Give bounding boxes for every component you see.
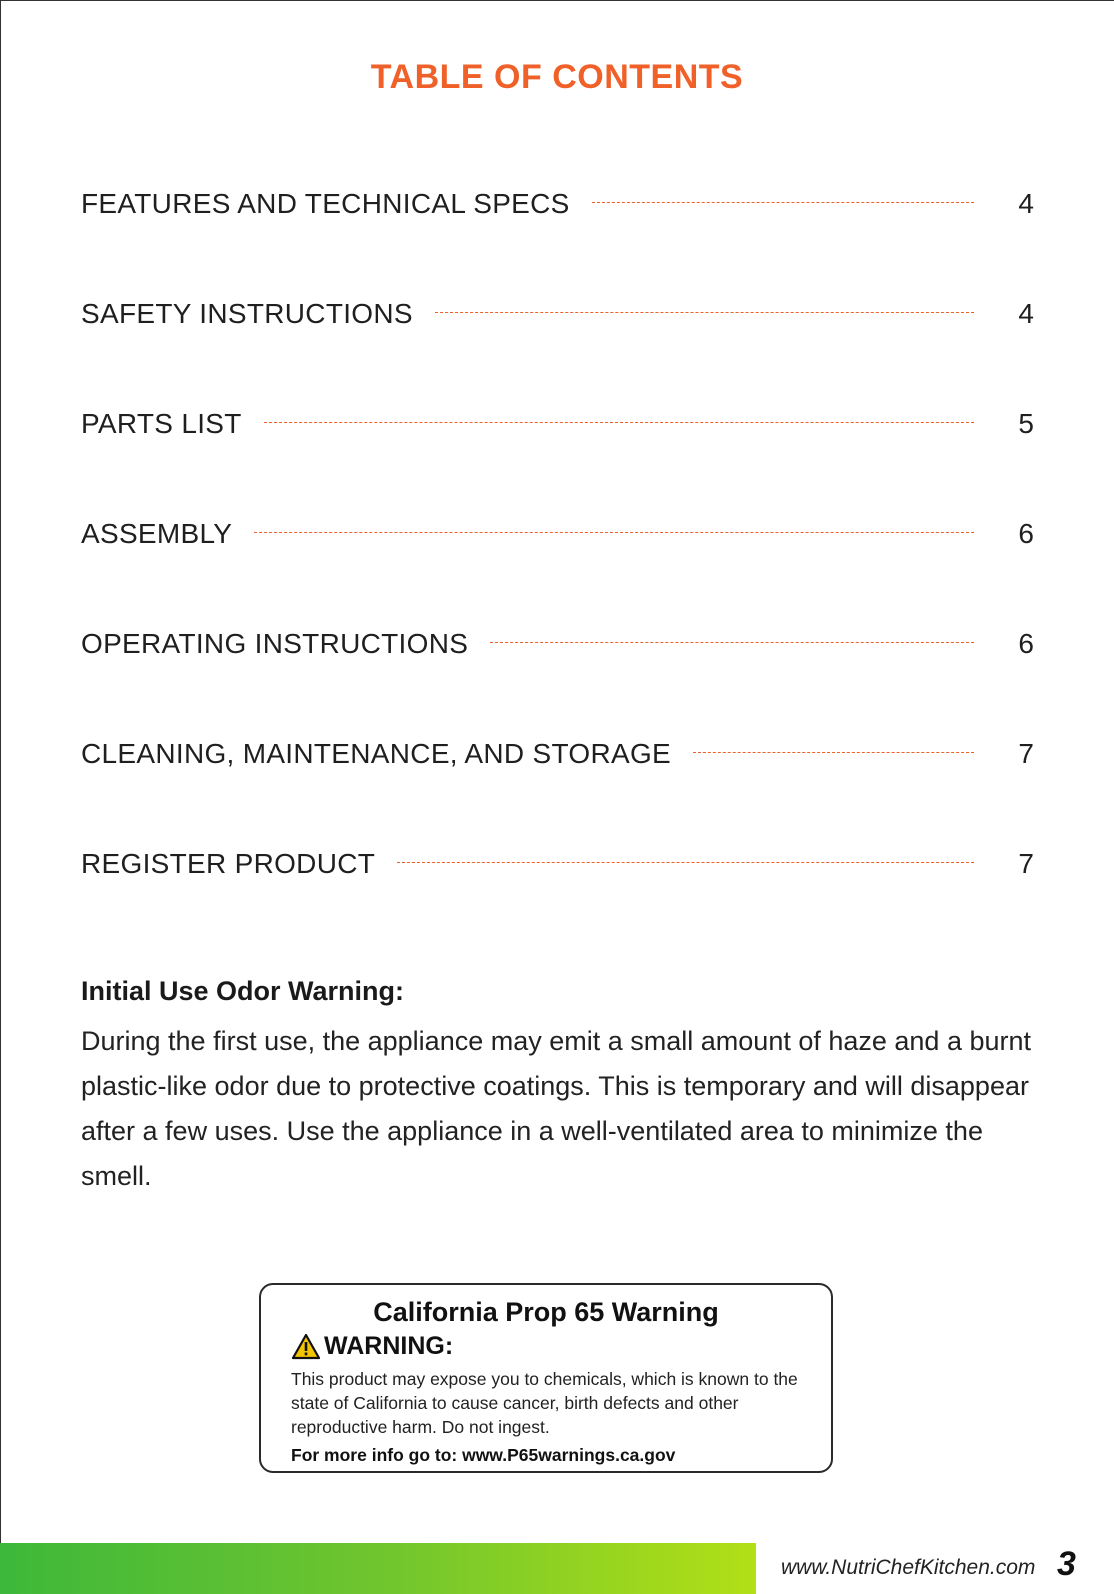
- toc-entry[interactable]: [81, 188, 1034, 298]
- odor-warning-heading: Initial Use Odor Warning:: [81, 976, 405, 1006]
- toc-entry-label: CLEANING, MAINTENANCE, AND STORAGE: [81, 738, 672, 769]
- page-title: TABLE OF CONTENTS: [370, 58, 744, 96]
- footer-page-number: 3: [1057, 1545, 1076, 1583]
- prop65-warning-label: WARNING:: [324, 1332, 454, 1360]
- toc-entry-label: FEATURES AND TECHNICAL SPECS: [81, 188, 570, 219]
- footer-gradient-bar: [0, 1543, 756, 1594]
- footer-website-link[interactable]: www.NutriChefKitchen.com: [781, 1556, 1036, 1579]
- toc-entry[interactable]: [81, 738, 1034, 848]
- toc-entry-page: 6: [1018, 518, 1034, 549]
- toc-entry-label: REGISTER PRODUCT: [81, 848, 376, 879]
- toc-entry[interactable]: [81, 628, 1034, 738]
- toc-entry-page: 7: [1018, 738, 1034, 769]
- toc-entry[interactable]: [81, 298, 1034, 408]
- toc-entry-page: 7: [1018, 848, 1034, 879]
- toc-leader-dots: [264, 422, 974, 423]
- toc-entry-label: PARTS LIST: [81, 408, 242, 439]
- warning-triangle-icon: [291, 1333, 321, 1360]
- toc-entry-page: 6: [1018, 628, 1034, 659]
- page-border-top: [0, 0, 1114, 1]
- toc-entry-label: OPERATING INSTRUCTIONS: [81, 628, 469, 659]
- toc-leader-dots: [397, 862, 974, 863]
- table-of-contents: [81, 188, 1034, 958]
- toc-leader-dots: [490, 642, 974, 643]
- page-border-left: [0, 0, 1, 1594]
- odor-warning-section: [81, 976, 1041, 1199]
- toc-entry[interactable]: [81, 408, 1034, 518]
- toc-entry-page: 5: [1018, 408, 1034, 439]
- toc-leader-dots: [254, 532, 974, 533]
- prop65-text: This product may expose you to chemicals, which is known to the state of California to cause cancer, birth defects and other reproductive harm. Do not ingest.: [291, 1369, 798, 1437]
- toc-leader-dots: [592, 202, 974, 203]
- prop65-warning-box: [259, 1283, 833, 1473]
- toc-entry[interactable]: [81, 518, 1034, 628]
- toc-entry-page: 4: [1018, 298, 1034, 329]
- toc-leader-dots: [435, 312, 974, 313]
- prop65-more-info[interactable]: For more info go to: www.P65warnings.ca.gov: [291, 1445, 676, 1465]
- toc-entry-label: SAFETY INSTRUCTIONS: [81, 298, 413, 329]
- prop65-title: California Prop 65 Warning: [373, 1297, 719, 1327]
- prop65-warning-line: [291, 1332, 831, 1361]
- toc-entry[interactable]: [81, 848, 1034, 958]
- toc-entry-page: 4: [1018, 188, 1034, 219]
- odor-warning-body: During the first use, the appliance may emit a small amount of haze and a burnt plastic-like odor due to protective coatings. This is temporary and will disappear after a few uses. Use the appliance in a well-ventilated area to minimize the smell.: [81, 1026, 1032, 1191]
- toc-leader-dots: [693, 752, 974, 753]
- toc-entry-label: ASSEMBLY: [81, 518, 233, 549]
